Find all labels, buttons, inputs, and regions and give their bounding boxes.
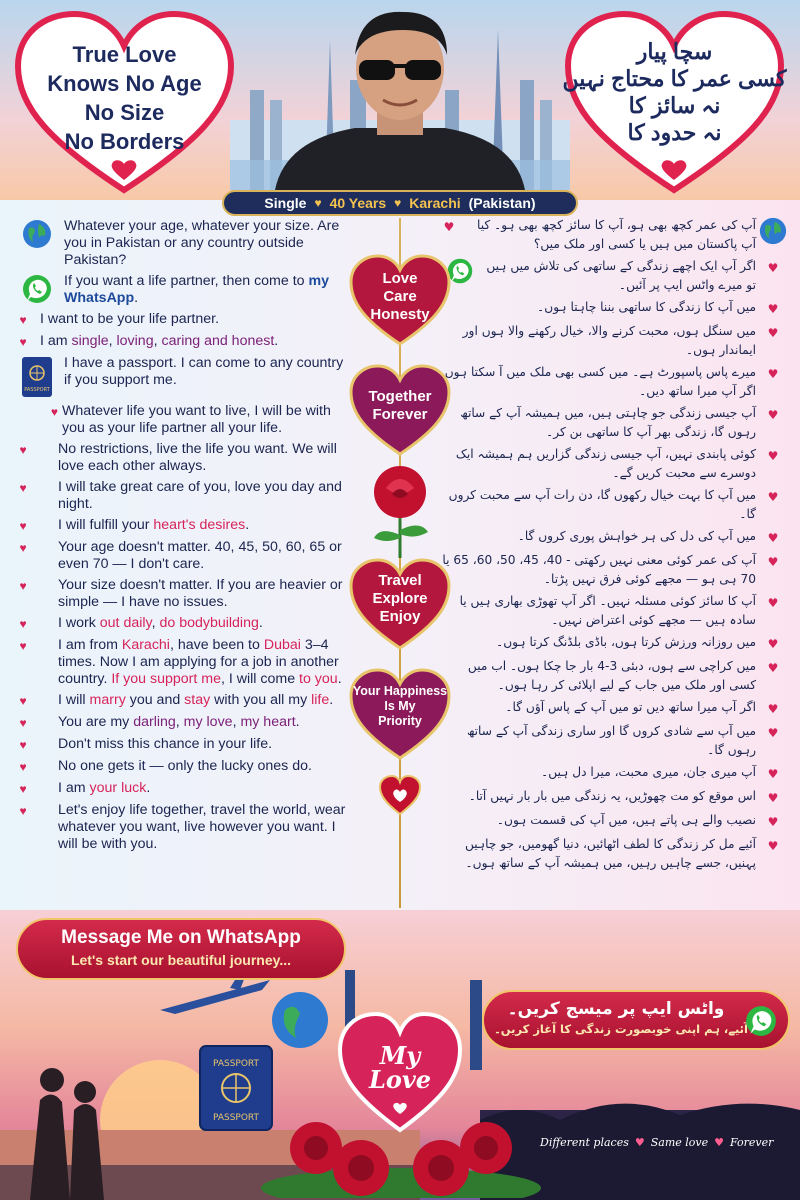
message-text: I am your luck. [58, 780, 151, 796]
heart-bullet-icon: ♥ [19, 519, 27, 533]
heart-bullet-icon: ♥ [767, 326, 779, 340]
heart-bullet-icon: ♥ [19, 481, 27, 495]
message-text: اگر آپ میرا ساتھ دیں تو میں آپ کے پاس آؤں گا۔ [505, 700, 756, 714]
heart-bullet-icon: ♥ [767, 367, 779, 381]
message-text: Your age doesn't matter. 40, 45, 50, 60, 65 or even 70 — I don't care. [58, 539, 342, 572]
list-item [440, 322, 790, 360]
heart-bullet-icon: ♥ [767, 490, 779, 504]
heart-bullet-icon: ♥ [19, 639, 27, 653]
svg-text:PASSPORT: PASSPORT [212, 1059, 260, 1069]
heart-bullet-icon: ♥ [19, 694, 27, 708]
heart-bullet-icon: ♥ [767, 839, 779, 853]
footer-tagline [540, 1136, 795, 1149]
heart-bullet-icon: ♥ [19, 760, 27, 774]
list-item [440, 787, 790, 808]
message-text: Your size doesn't matter. If you are heavier or simple — I have no issues. [58, 577, 343, 610]
list-item [440, 633, 790, 654]
svg-text:PASSPORT: PASSPORT [24, 387, 50, 393]
small-heart-icon [378, 774, 422, 816]
cta-subtitle: Let's start our beautiful journey... [70, 952, 292, 968]
heart-bullet-icon: ♥ [767, 555, 779, 569]
message-text: آپ جیسی زندگی جو چاہتی ہیں، میں ہمیشہ آپ کے ساتھ رہوں گا، زندگی بھر آپ کا ساتھی بن کر۔ [460, 406, 756, 439]
heart-separator-icon: ♥ [394, 196, 402, 210]
message-text: No one gets it — only the lucky ones do. [58, 758, 312, 774]
message-on-whatsapp-button[interactable] [16, 918, 346, 980]
message-text: میرے پاس پاسپورٹ ہے۔ میں کسی بھی ملک میں آ سکتا ہوں اگر آپ میرا ساتھ دیں۔ [444, 365, 756, 398]
list-item [14, 802, 354, 853]
list-item [14, 218, 354, 269]
message-text: I am single, loving, caring and honest. [40, 333, 279, 349]
message-text: آپ میری جان، میری محبت، میرا دل ہیں۔ [541, 765, 756, 779]
message-text: میں کراچی سے ہوں، دبئی 3-4 بار جا چکا ہوں۔ اب میں کسی اور ملک میں جاب کے لیے اپلائی کر رہا ہوں۔ [467, 659, 756, 692]
message-text: آئیے مل کر زندگی کا لطف اٹھائیں، دنیا گھومیں، جو چاہیں پہنیں، جسے چاہیں رہیں، میں ہمیشہ آپ کے ساتھ ہوں۔ [464, 837, 756, 870]
message-text: کوئی پابندی نہیں، آپ جیسی زندگی گزاریں ہم ہمیشہ ایک دوسرے سے محبت کریں گے۔ [455, 447, 756, 480]
message-text: Don't miss this chance in your life. [58, 736, 273, 752]
heart-bullet-icon: ♥ [443, 220, 455, 234]
cta-title: واٹس ایپ پر میسج کریں۔ [507, 999, 725, 1019]
tagline-part: Forever [730, 1136, 774, 1149]
badge-your-happiness: Your Happiness Is My Priority [348, 666, 452, 762]
heart-bullet-icon: ♥ [767, 449, 779, 463]
right-heart-badge [562, 8, 787, 198]
list-item [440, 551, 790, 589]
heart-bullet-icon: ♥ [19, 335, 27, 349]
my-love-line: Love [368, 1065, 432, 1094]
message-text: میں آپ کی دل کی ہر خواہش پوری کروں گا۔ [517, 529, 756, 543]
list-item [440, 216, 790, 254]
list-item [14, 311, 354, 329]
message-text: Whatever your age, whatever your size. Are you in Pakistan or any country outside Pakistan? [64, 218, 340, 268]
age-label: 40 Years [329, 195, 387, 211]
list-item [14, 637, 354, 688]
list-item [440, 298, 790, 319]
list-item [440, 592, 790, 630]
list-item [440, 811, 790, 832]
message-text: I will take great care of you, love you day and night. [58, 479, 342, 512]
message-text: میں سنگل ہوں، محبت کرنے والا، خیال رکھنے والا ہوں اور ایماندار ہوں۔ [462, 324, 756, 357]
heart-bullet-icon: ♥ [19, 716, 27, 730]
heart-line: نہ حدود کا [627, 120, 722, 145]
tagline-part: Different places [540, 1136, 629, 1149]
heart-bullet-icon: ♥ [767, 261, 779, 275]
list-item [14, 758, 354, 776]
cta-title: Message Me on WhatsApp [61, 927, 301, 948]
list-item [14, 273, 354, 307]
message-text: Whatever life you want to live, I will be with you as your life partner all your life. [62, 403, 331, 436]
profile-info-bar [222, 190, 578, 216]
list-item [14, 479, 354, 513]
message-text: I will fulfill your heart's desires. [58, 517, 250, 533]
list-item [14, 355, 354, 399]
my-love-heart [336, 1010, 464, 1134]
heart-bullet-icon: ♥ [767, 637, 779, 651]
passport-icon [20, 355, 54, 399]
heart-line: سچا پیار [636, 39, 713, 64]
cta-subtitle: آئیے، ہم اپنی خوبصورت زندگی کا آغاز کریں۔ [494, 1022, 748, 1036]
heart-bullet-icon: ♥ [767, 791, 779, 805]
heart-line: No Size [84, 100, 165, 125]
list-item [14, 403, 354, 437]
globe-icon [21, 218, 53, 250]
list-item [14, 714, 354, 732]
message-text: میں آپ سے شادی کروں گا اور ساری زندگی آپ کے ساتھ رہوں گا۔ [466, 724, 756, 757]
heart-bullet-icon: ♥ [19, 541, 27, 555]
urdu-message-list [440, 216, 790, 876]
heart-bullet-icon: ♥ [19, 804, 27, 818]
list-item [440, 657, 790, 695]
svg-text:PASSPORT: PASSPORT [212, 1113, 260, 1123]
list-item [440, 835, 790, 873]
list-item [14, 615, 354, 633]
globe-icon [758, 216, 788, 246]
badge-together-forever: Together Forever [348, 362, 452, 458]
heart-bullet-icon: ♥ [19, 617, 27, 631]
message-text: I want to be your life partner. [40, 311, 220, 327]
list-item [14, 333, 354, 351]
heart-line: کسی عمر کا محتاج نہیں [562, 66, 787, 91]
city-label: Karachi [409, 195, 461, 211]
whatsapp-link-text: my WhatsApp [64, 273, 329, 306]
my-love-line: My [379, 1041, 421, 1070]
heart-line: Knows No Age [47, 71, 202, 96]
list-item [440, 445, 790, 483]
heart-separator-icon: ♥ [634, 1136, 645, 1149]
heart-bullet-icon: ♥ [767, 302, 779, 316]
message-text: میں آپ کا بہت خیال رکھوں گا، دن رات آپ سے محبت کروں گا۔ [448, 488, 756, 521]
list-item [14, 780, 354, 798]
heart-bullet-icon: ♥ [19, 443, 27, 457]
list-item [14, 577, 354, 611]
message-text: نصیب والے ہی پاتے ہیں، میں آپ کی قسمت ہوں۔ [496, 813, 756, 827]
list-item [14, 692, 354, 710]
message-text: میں آپ کا زندگی کا ساتھی بننا چاہتا ہوں۔ [537, 300, 756, 314]
list-item [440, 257, 790, 295]
heart-bullet-icon: ♥ [19, 579, 27, 593]
heart-bullet-icon: ♥ [767, 726, 779, 740]
list-item [14, 441, 354, 475]
list-item [440, 698, 790, 719]
heart-bullet-icon: ♥ [767, 767, 779, 781]
urdu-whatsapp-button[interactable] [482, 990, 790, 1050]
message-text: آپ کی عمر کوئی معنی نہیں رکھتی - 40، 45، 50، 60، 65 یا 70 ہی ہو — مجھے کوئی فرق نہیں پڑتا۔ [442, 553, 756, 586]
heart-bullet-icon: ♥ [767, 702, 779, 716]
message-text: اس موقع کو مت چھوڑیں، یہ زندگی میں بار بار نہیں آتا۔ [468, 789, 756, 803]
left-heart-badge [12, 8, 237, 198]
heart-bullet-icon: ♥ [50, 405, 58, 419]
badge-love-care-honesty: Love Care Honesty [348, 252, 452, 348]
heart-separator-icon: ♥ [314, 196, 322, 210]
message-text: آپ کی عمر کچھ بھی ہو، آپ کا سائز کچھ بھی ہو۔ کیا آپ پاکستان میں ہیں یا کسی اور ملک میں؟ [477, 218, 756, 251]
message-text: No restrictions, live the life you want. We will love each other always. [58, 441, 337, 474]
heart-bullet-icon: ♥ [767, 531, 779, 545]
list-item [14, 517, 354, 535]
heart-bullet-icon: ♥ [19, 738, 27, 752]
whatsapp-icon [21, 273, 53, 305]
list-item [440, 363, 790, 401]
country-label: (Pakistan) [468, 195, 536, 211]
heart-bullet-icon: ♥ [767, 596, 779, 610]
heart-bullet-icon: ♥ [19, 782, 27, 796]
heart-line: No Borders [64, 129, 185, 154]
badge-travel-explore-enjoy: Travel Explore Enjoy [348, 556, 452, 652]
message-text: میں روزانہ ورزش کرتا ہوں، باڈی بلڈنگ کرتا ہوں۔ [496, 635, 756, 649]
rose-icon [356, 460, 444, 560]
status-label: Single [264, 195, 307, 211]
list-item [440, 486, 790, 524]
message-text: If you want a life partner, then come to my WhatsApp. [64, 273, 329, 306]
list-item [14, 736, 354, 754]
message-text: Let's enjoy life together, travel the world, wear whatever you want, live however you want. I will be with you. [58, 802, 346, 852]
profile-photo [255, 0, 545, 190]
list-item [440, 763, 790, 784]
heart-bullet-icon: ♥ [767, 661, 779, 675]
header-banner [0, 0, 800, 200]
tagline-part: Same love [650, 1136, 709, 1149]
heart-bullet-icon: ♥ [19, 313, 27, 327]
heart-bullet-icon: ♥ [767, 408, 779, 422]
message-text: I work out daily, do bodybuilding. [58, 615, 263, 631]
message-text: آپ کا سائز کوئی مسئلہ نہیں۔ اگر آپ تھوڑی بھاری ہیں یا سادہ ہیں — مجھے کوئی اعتراض نہیں۔ [459, 594, 756, 627]
message-text: I have a passport. I can come to any country if you support me. [64, 355, 344, 388]
whatsapp-icon [744, 1004, 778, 1038]
heart-separator-icon: ♥ [714, 1136, 724, 1149]
heart-bullet-icon: ♥ [767, 815, 779, 829]
message-text: You are my darling, my love, my heart. [58, 714, 300, 730]
english-message-list [14, 218, 354, 857]
message-text: I am from Karachi, have been to Dubai 3–4 times. Now I am applying for a job in another country. If you support me, I will come to you. [58, 637, 342, 687]
list-item [14, 539, 354, 573]
heart-line: True Love [72, 42, 177, 67]
list-item [440, 722, 790, 760]
message-text: اگر آپ ایک اچھے زندگی کے ساتھی کی تلاش میں ہیں تو میرے واٹس ایپ پر آئیں۔ [486, 259, 756, 292]
message-text: I will marry you and stay with you all my life. [58, 692, 334, 708]
list-item [440, 404, 790, 442]
heart-line: نہ سائز کا [628, 93, 721, 118]
list-item [440, 527, 790, 548]
